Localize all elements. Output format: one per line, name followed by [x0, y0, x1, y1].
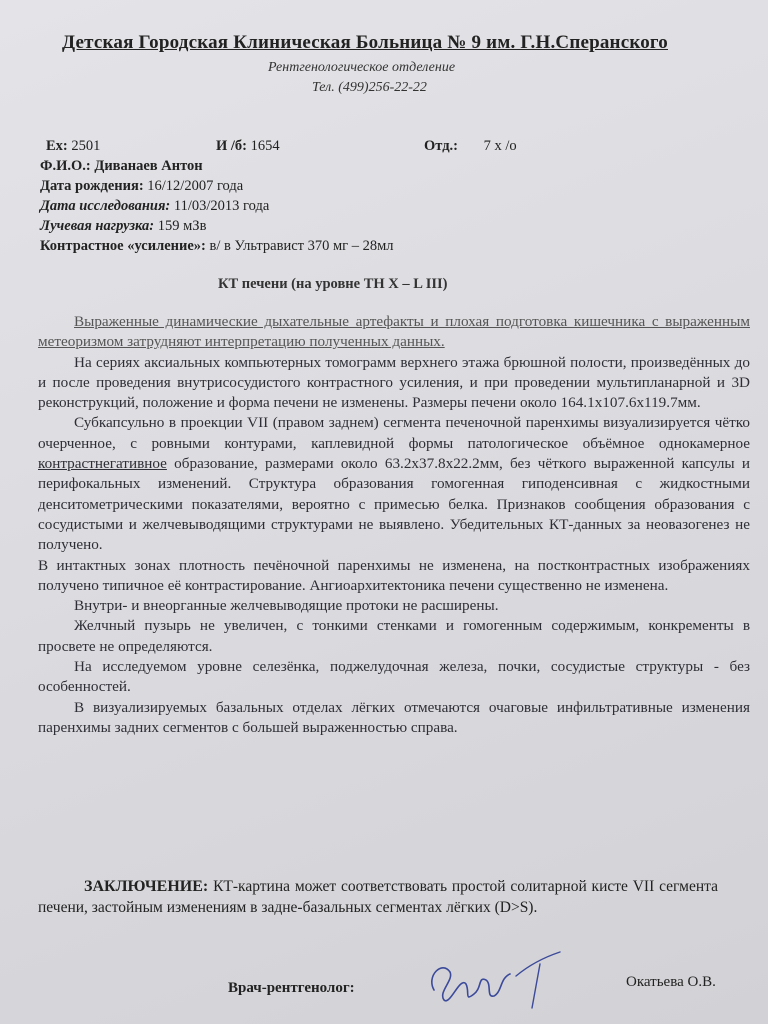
ib-label: И /б:	[216, 138, 248, 154]
ex-field	[46, 138, 100, 155]
dept-field	[424, 138, 517, 155]
dept-value: 7 х /о	[483, 138, 517, 154]
dose-value: 159 мЗв	[157, 218, 207, 234]
lesion-text-underlined: контрастнегативное	[38, 455, 167, 473]
study-date-label: Дата исследования:	[40, 198, 171, 214]
dob-field	[40, 178, 243, 195]
lesion-text-a: Субкапсульно в проекции VII (правом заднем) сегмента печеночной паренхимы визуализируется чётко очерченное, с ровными контурами, каплевидной формы патологическое объёмное однокамерное	[38, 414, 750, 452]
contrast-label: Контрастное «усиление»:	[40, 238, 206, 254]
conclusion-text: КТ-картина может соответствовать простой солитарной кисте VII сегмента печени, застойным изменениям в задне-базальных сегментах лёгких (D>S).	[38, 878, 719, 916]
report-paragraph-lungs: В визуализируемых базальных отделах лёгких отмечаются очаговые инфильтративные изменения паренхимы задних сегментов с большей выраженностью справа.	[38, 698, 750, 736]
report-body	[38, 312, 750, 738]
dose-field	[40, 218, 206, 235]
department-name: Рентгенологическое отделение	[268, 60, 456, 75]
name-field	[40, 158, 203, 175]
ib-field	[216, 138, 280, 155]
doctor-name: Окатьева О.В.	[626, 974, 716, 990]
report-paragraph-parenchyma: В интактных зонах плотность печёночной паренхимы не изменена, на постконтрастных изображениях получено типичное её контрастирование. Ангиоархитектоника печени существенно не изменена.	[38, 556, 750, 594]
contrast-value: в/ в Ультравист 370 мг – 28мл	[209, 238, 394, 254]
dose-label: Лучевая нагрузка:	[40, 218, 155, 234]
name-value: Диванаев Антон	[94, 158, 203, 174]
study-date-value: 11/03/2013 года	[173, 198, 270, 214]
phone-number: Тел. (499)256-22-22	[312, 80, 427, 95]
doctor-role: Врач-рентгенолог:	[228, 980, 355, 996]
report-paragraph-artifacts: Выраженные динамические дыхательные артефакты и плохая подготовка кишечника с выраженным метеоризмом затрудняют интерпретацию полученных данных.	[38, 313, 750, 351]
lesion-text-b: образование, размерами около 63.2х37.8х22.2мм, без чёткого выраженной капсулы и перифокальных изменений. Структура образования гомогенная гиподенсивная с жидкостными денситометрическими показателями, вероятно с примесью белка. Признаков сообщения образования с сосудистыми и желчевыводящими структурами не выявлено. Убедительных КТ-данных за неовазогенез не получено.	[38, 455, 751, 554]
dept-label: Отд.:	[424, 138, 458, 154]
dob-value: 16/12/2007 года	[147, 178, 244, 194]
conclusion	[38, 876, 718, 918]
signature-image	[420, 946, 580, 1016]
ex-value: 2501	[71, 138, 101, 154]
report-paragraph-organs: На исследуемом уровне селезёнка, поджелудочная железа, почки, сосудистые структуры - без особенностей.	[38, 658, 750, 696]
contrast-field	[40, 238, 394, 255]
report-paragraph-lesion	[38, 413, 750, 555]
hospital-name: Детская Городская Клиническая Больница № 9 им. Г.Н.Сперанского	[62, 32, 668, 53]
study-title: КТ печени (на уровне ТН X – L III)	[218, 276, 448, 292]
dob-label: Дата рождения:	[40, 178, 144, 194]
report-paragraph-liver: На сериях аксиальных компьютерных томограмм верхнего этажа брюшной полости, произведённых до и после проведения внутрисосудистого контрастного усиления, и при проведении мультипланарной и 3D реконструкций, положение и форма печени не изменены. Размеры печени около 164.1х107.6х119.7мм.	[38, 353, 750, 412]
report-paragraph-gallbladder: Желчный пузырь не увеличен, с тонкими стенками и гомогенным содержимым, конкременты в просвете не определяются.	[38, 617, 750, 655]
study-date-field	[40, 198, 269, 215]
report-paragraph-ducts: Внутри- и внеорганные желчевыводящие протоки не расширены.	[74, 597, 499, 615]
name-label: Ф.И.О.:	[40, 158, 91, 174]
ex-label: Ex:	[46, 138, 68, 154]
conclusion-label: ЗАКЛЮЧЕНИЕ:	[84, 878, 209, 895]
ib-value: 1654	[250, 138, 280, 154]
